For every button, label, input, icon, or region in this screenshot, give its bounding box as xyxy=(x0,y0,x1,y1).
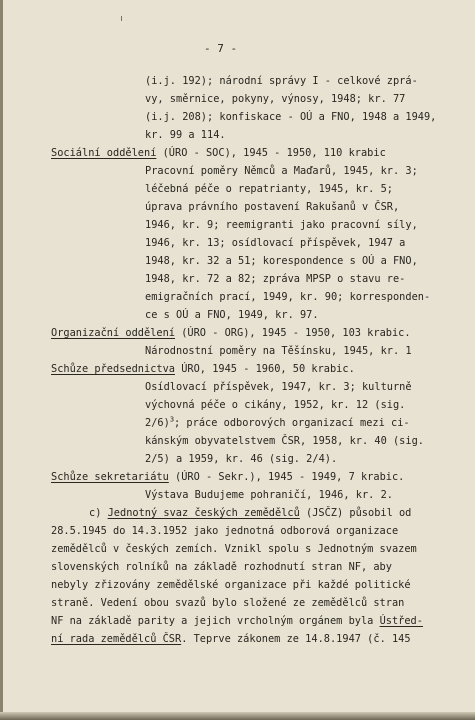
text-run: NF na základě parity a jejich vrcholným orgánem byla xyxy=(51,615,380,627)
page-bottom-edge xyxy=(0,712,475,720)
text-run: vy, směrnice, pokyny, výnosy, 1948; kr. 77 xyxy=(145,93,406,105)
text-line xyxy=(51,543,417,555)
underlined-heading: Jednotný svaz českých zemědělců xyxy=(107,507,300,519)
underlined-heading: ní rada zemědělců ČSR xyxy=(51,633,182,645)
text-line xyxy=(51,579,411,591)
text-line xyxy=(145,93,405,105)
margin-mark xyxy=(121,16,122,21)
underlined-heading: Ústřed- xyxy=(379,615,423,627)
text-run: nebyly zřizovány zemědělské organizace při každé politické xyxy=(51,579,411,591)
underlined-heading: Schůze sekretariátu xyxy=(51,471,169,483)
text-line xyxy=(145,111,436,123)
page-edge-shadow xyxy=(0,0,3,720)
page-number: - 7 - xyxy=(204,42,238,55)
text-line xyxy=(145,255,418,267)
text-line xyxy=(51,561,392,573)
text-run: kr. 99 a 114. xyxy=(145,129,226,141)
text-line xyxy=(145,75,418,87)
text-line xyxy=(145,399,405,411)
text-line xyxy=(145,381,412,393)
text-run: 1948, kr. 32 a 51; korespondence s OÚ a FNO, xyxy=(145,255,418,267)
text-line xyxy=(145,273,405,285)
text-run: 2/6) xyxy=(145,417,170,429)
text-line xyxy=(145,435,424,447)
text-run: výchovná péče o cikány, 1952, kr. 12 (sig. xyxy=(145,399,406,411)
text-run: Pracovní poměry Němců a Maďarů, 1945, kr. 3; xyxy=(145,165,418,177)
text-line xyxy=(145,129,226,141)
text-line xyxy=(51,597,404,609)
text-run: Osídlovací příspěvek, 1947, kr. 3; kulturně xyxy=(145,381,412,393)
text-line xyxy=(145,237,405,249)
text-run: kánským obyvatelstvem ČSR, 1958, kr. 40 (sig. xyxy=(145,435,424,447)
text-line xyxy=(145,201,399,213)
text-line xyxy=(145,453,337,465)
text-run: (ÚRO - SOC), 1945 - 1950, 110 krabic xyxy=(156,147,386,159)
text-line xyxy=(89,507,411,519)
text-run: c) xyxy=(89,507,108,519)
text-run: 2/5) a 1959, kr. 46 (sig. 2/4). xyxy=(145,453,338,465)
text-line xyxy=(51,633,411,645)
text-run: Národnostní poměry na Těšínsku, 1945, kr. 1 xyxy=(145,345,412,357)
text-run: (ÚRO - Sekr.), 1945 - 1949, 7 krabic. xyxy=(168,471,405,483)
text-line xyxy=(51,471,404,483)
underlined-heading: Schůze předsednictva xyxy=(51,363,175,375)
text-line xyxy=(51,525,398,537)
text-line xyxy=(145,219,418,231)
text-run: zemědělců v českých zemích. Vznikl spolu s Jednotným svazem xyxy=(51,543,417,555)
text-run: léčebná péče o repatrianty, 1945, kr. 5; xyxy=(145,183,393,195)
text-line xyxy=(145,417,410,429)
text-run: emigračních prací, 1949, kr. 90; korresponden- xyxy=(145,291,431,303)
text-line xyxy=(145,309,319,321)
text-run: (ÚRO - ORG), 1945 - 1950, 103 krabic. xyxy=(175,327,411,339)
text-run: 28.5.1945 do 14.3.1952 jako jednotná odborová organizace xyxy=(51,525,399,537)
text-run: 1946, kr. 13; osídlovací příspěvek, 1947 a xyxy=(145,237,406,249)
footnote-marker: 3 xyxy=(169,415,175,424)
text-run: (JSČZ) působil od xyxy=(299,507,412,519)
text-line xyxy=(51,615,423,627)
text-line xyxy=(145,489,393,501)
text-line xyxy=(51,327,411,339)
text-run: (i.j. 208); konfiskace - OÚ a FNO, 1948 a 1949, xyxy=(145,111,437,123)
text-line xyxy=(51,147,386,159)
text-run: úprava právního postavení Rakušanů v ČSR, xyxy=(145,201,400,213)
text-line xyxy=(145,183,393,195)
text-line xyxy=(145,345,412,357)
text-run: ; práce odborových organizací mezi ci- xyxy=(174,417,410,429)
text-run: . Teprve zákonem ze 14.8.1947 (č. 145 xyxy=(181,633,411,645)
text-run: (i.j. 192); národní správy I - celkové zprá- xyxy=(145,75,418,87)
text-run: 1948, kr. 72 a 82; zpráva MPSP o stavu re- xyxy=(145,273,406,285)
text-line xyxy=(145,165,418,177)
text-run: ÚRO, 1945 - 1960, 50 krabic. xyxy=(175,363,355,375)
text-run: 1946, kr. 9; reemigranti jako pracovní síly, xyxy=(145,219,418,231)
text-run: slovenských rolníků na základě rozhodnutí stran NF, aby xyxy=(51,561,392,573)
underlined-heading: Sociální oddělení xyxy=(51,147,157,159)
text-line xyxy=(51,363,355,375)
text-run: straně. Vedení obou svazů bylo složené ze zemědělců stran xyxy=(51,597,405,609)
text-run: ce s OÚ a FNO, 1949, kr. 97. xyxy=(145,309,319,321)
text-run: Výstava Budujeme pohraničí, 1946, kr. 2. xyxy=(145,489,393,501)
text-line xyxy=(145,291,430,303)
underlined-heading: Organizační oddělení xyxy=(51,327,175,339)
